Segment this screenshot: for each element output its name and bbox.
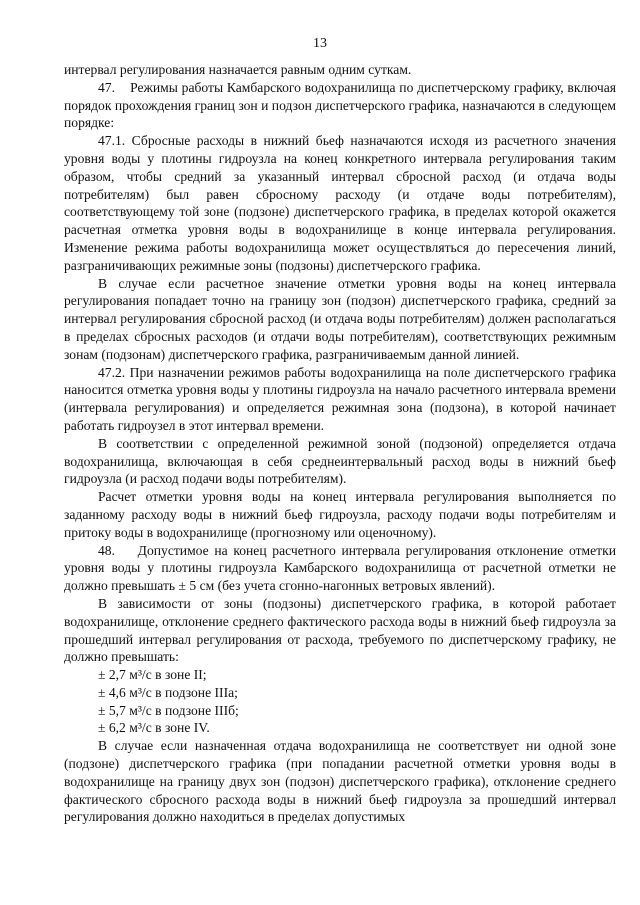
paragraph-continuation: интервал регулирования назначается равным одним суткам.: [64, 62, 412, 77]
paragraph-item-47-1: 47.1. Сбросные расходы в нижний бьеф назначаются исходя из расчетного значения уровня воды у плотины гидроузла на конец конкретного интервала регулирования таким образом, чтобы средний за указанный интервал сбросной расход (и отдача воды потребителям) был равен сбросному расходу (и отдаче воды потребителям), соответствующему той зоне (подзоне) диспетчерского графика, в пределах которой окажется расчетная отметка уровня воды в водохранилище в конце интервала регулирования. Изменение режима работы водохранилища может осуществляться до пересечения линий, разграничивающих режимные зоны (подзоны) диспетчерского графика.: [64, 133, 616, 273]
paragraph-boundary-case: В случае если расчетное значение отметки уровня воды на конец интервала регулирования попадает точно на границу зон (подзон) диспетчерского графика, средний за интервал регулирования сбросной расход (и отдача воды потребителям) должен располагаться в пределах сбросных расходов (и отдачи воды потребителям), соответствующих режимным зонам (подзонам) диспетчерского графика, разграничиваемым данной линией.: [64, 275, 616, 362]
paragraph-item-47-2: 47.2. При назначении режимов работы водохранилища на поле диспетчерского графика наносится отметка уровня воды у плотины гидроузла на начало расчетного интервала времени (интервала регулирования) и определяется режимная зона (подзона), в которой начинает работать гидроузел в этот интервал времени.: [64, 364, 616, 433]
paragraph-release-definition: В соответствии с определенной режимной зоной (подзоной) определяется отдача водохранилища, включающая в себя среднеинтервальный расход воды в нижний бьеф гидроузла (и расход подачи воды потребителям).: [64, 435, 616, 487]
tolerance-item: ± 2,7 м³/с в зоне II;: [98, 667, 207, 683]
tolerance-item: ± 4,6 м³/с в подзоне IIIа;: [98, 684, 238, 700]
paragraph-item-48: 48. Допустимое на конец расчетного интервала регулирования отклонение отметки уровня воды у плотины гидроузла Камбарского водохранилища от расчетной отметки не должно превышать ± 5 см (без учета сгонно-нагонных ветровых явлений).: [64, 542, 616, 594]
paragraph-item-47: 47. Режимы работы Камбарского водохранилища по диспетчерскому графику, включая порядок прохождения границ зон и подзон диспетчерского графика, назначаются в следующем порядке:: [64, 79, 616, 131]
paragraph-deviation-intro: В зависимости от зоны (подзоны) диспетчерского графика, в которой работает водохранилище, отклонение среднего фактического расхода воды в нижний бьеф гидроузла за прошедший интервал регулирования от расхода, требуемого по диспетчерскому графику, не должно превышать:: [64, 595, 616, 665]
tolerance-item: ± 5,7 м³/с в подзоне IIIб;: [98, 702, 239, 718]
paragraph-level-calculation: Расчет отметки уровня воды на конец интервала регулирования выполняется по заданному расходу воды в нижний бьеф гидроузла, расходу подачи воды потребителям и притоку воды в водохранилище (прогнозному или оценочному).: [64, 489, 616, 540]
tolerance-list: [64, 666, 616, 737]
document-body: [64, 61, 616, 826]
page-number: 13: [313, 36, 327, 51]
tolerance-item: ± 6,2 м³/с в зоне IV.: [98, 720, 210, 736]
paragraph-boundary-deviation: В случае если назначенная отдача водохранилища не соответствует ни одной зоне (подзоне) диспетчерского графика (при попадании расчетной отметки уровня воды в водохранилище на границу двух зон (подзон) диспетчерского графика), отклонение среднего фактического сбросного расхода воды в нижний бьеф гидроузла за прошедший интервал регулирования должно находиться в пределах допустимых: [64, 738, 616, 825]
